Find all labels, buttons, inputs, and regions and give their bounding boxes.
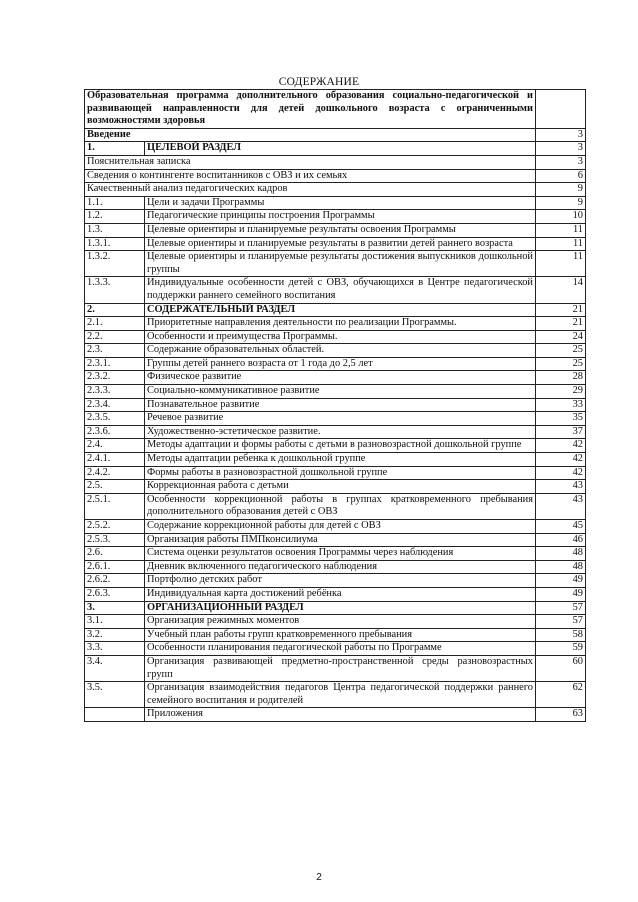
toc-row bbox=[85, 453, 586, 467]
toc-section-row bbox=[85, 303, 586, 317]
toc-row bbox=[85, 412, 586, 426]
toc-row bbox=[85, 183, 586, 197]
toc-row bbox=[85, 357, 586, 371]
toc-entry-title: Особенности планирования педагогической работы по Программе bbox=[145, 642, 536, 656]
toc-page-number: 60 bbox=[536, 655, 586, 681]
toc-entry-title: Художественно-эстетическое развитие. bbox=[145, 425, 536, 439]
toc-page-number: 58 bbox=[536, 628, 586, 642]
toc-entry-number: 2.3.3. bbox=[85, 385, 145, 399]
toc-entry-number: 1. bbox=[85, 142, 145, 156]
toc-page-number: 48 bbox=[536, 547, 586, 561]
toc-row bbox=[85, 533, 586, 547]
toc-entry-number: 3.3. bbox=[85, 642, 145, 656]
toc-row bbox=[85, 466, 586, 480]
toc-entry-title: Особенности коррекционной работы в группах кратковременного пребывания дополнительного образования детей с ОВЗ bbox=[145, 493, 536, 519]
toc-page-number: 28 bbox=[536, 371, 586, 385]
toc-page-number: 57 bbox=[536, 615, 586, 629]
toc-entry-number: 2.3.1. bbox=[85, 357, 145, 371]
toc-page-cell bbox=[536, 90, 586, 129]
toc-section-row bbox=[85, 142, 586, 156]
toc-page-number: 49 bbox=[536, 587, 586, 601]
toc-row bbox=[85, 628, 586, 642]
toc-entry-title: Методы адаптации и формы работы с детьми в разновозрастной дошкольной группе bbox=[145, 439, 536, 453]
toc-entry-number: 2.3.5. bbox=[85, 412, 145, 426]
toc-entry-title: ЦЕЛЕВОЙ РАЗДЕЛ bbox=[145, 142, 536, 156]
intro-row bbox=[85, 90, 586, 129]
toc-row bbox=[85, 251, 586, 277]
toc-page-number: 25 bbox=[536, 344, 586, 358]
toc-entry-title: ОРГАНИЗАЦИОННЫЙ РАЗДЕЛ bbox=[145, 601, 536, 615]
toc-entry-title: Целевые ориентиры и планируемые результаты достижения выпускников дошкольной группы bbox=[145, 251, 536, 277]
toc-entry-title: Организация взаимодействия педагогов Центра педагогической поддержки раннего семейного воспитания и родителей bbox=[145, 682, 536, 708]
toc-entry-title: Приложения bbox=[145, 708, 536, 722]
toc-entry-number: 1.3.3. bbox=[85, 277, 145, 303]
toc-entry-title: Коррекционная работа с детьми bbox=[145, 480, 536, 494]
toc-entry-number: 2.4. bbox=[85, 439, 145, 453]
toc-page-number: 14 bbox=[536, 277, 586, 303]
toc-entry-number: 2.5.2. bbox=[85, 520, 145, 534]
toc-entry-number: 2.3.6. bbox=[85, 425, 145, 439]
toc-entry-number: 2.6.2. bbox=[85, 574, 145, 588]
toc-entry-number: 2.5.3. bbox=[85, 533, 145, 547]
toc-page-number: 3 bbox=[536, 155, 586, 169]
toc-entry-number: 3.4. bbox=[85, 655, 145, 681]
toc-entry-title: Дневник включенного педагогического наблюдения bbox=[145, 560, 536, 574]
toc-row bbox=[85, 196, 586, 210]
toc-row bbox=[85, 385, 586, 399]
toc-row bbox=[85, 344, 586, 358]
toc-page-number: 10 bbox=[536, 210, 586, 224]
toc-row bbox=[85, 560, 586, 574]
toc-row bbox=[85, 655, 586, 681]
toc-page-number: 43 bbox=[536, 480, 586, 494]
toc-page-number: 63 bbox=[536, 708, 586, 722]
toc-row bbox=[85, 128, 586, 142]
toc-entry-title: Организация развивающей предметно-пространственной среды разновозрастных групп bbox=[145, 655, 536, 681]
toc-entry-number: 2.4.1. bbox=[85, 453, 145, 467]
toc-row bbox=[85, 398, 586, 412]
toc-page-number: 33 bbox=[536, 398, 586, 412]
toc-entry-number: 2.2. bbox=[85, 330, 145, 344]
toc-row bbox=[85, 169, 586, 183]
toc-row bbox=[85, 317, 586, 331]
toc-row bbox=[85, 547, 586, 561]
toc-entry-number: 3. bbox=[85, 601, 145, 615]
toc-page-number: 35 bbox=[536, 412, 586, 426]
toc-entry-number: 2.3. bbox=[85, 344, 145, 358]
toc-page-number: 25 bbox=[536, 357, 586, 371]
toc-page-number: 6 bbox=[536, 169, 586, 183]
toc-entry-title: Особенности и преимущества Программы. bbox=[145, 330, 536, 344]
toc-entry-title: Приоритетные направления деятельности по реализации Программы. bbox=[145, 317, 536, 331]
toc-page-number: 29 bbox=[536, 385, 586, 399]
toc-entry-number: 2.6.1. bbox=[85, 560, 145, 574]
toc-entry-number: 2.3.2. bbox=[85, 371, 145, 385]
toc-page-number: 45 bbox=[536, 520, 586, 534]
toc-page-number: 3 bbox=[536, 142, 586, 156]
toc-row bbox=[85, 493, 586, 519]
toc-page-number: 9 bbox=[536, 196, 586, 210]
toc-page-number: 57 bbox=[536, 601, 586, 615]
toc-entry-title: Целевые ориентиры и планируемые результаты освоения Программы bbox=[145, 223, 536, 237]
toc-row bbox=[85, 425, 586, 439]
toc-page-number: 42 bbox=[536, 453, 586, 467]
toc-row bbox=[85, 587, 586, 601]
toc-entry-title: Формы работы в разновозрастной дошкольной группе bbox=[145, 466, 536, 480]
toc-entry-number: 2.6. bbox=[85, 547, 145, 561]
toc-page-number: 42 bbox=[536, 439, 586, 453]
toc-page-number: 21 bbox=[536, 303, 586, 317]
toc-entry-number: 1.2. bbox=[85, 210, 145, 224]
toc-entry-number: 2.5.1. bbox=[85, 493, 145, 519]
toc-row bbox=[85, 223, 586, 237]
toc-row bbox=[85, 520, 586, 534]
toc-entry-title: Социально-коммуникативное развитие bbox=[145, 385, 536, 399]
toc-row bbox=[85, 708, 586, 722]
toc-entry-number bbox=[85, 708, 145, 722]
toc-row bbox=[85, 330, 586, 344]
toc-page-number: 9 bbox=[536, 183, 586, 197]
toc-page-number: 62 bbox=[536, 682, 586, 708]
toc-entry-title: Сведения о контингенте воспитанников с ОВЗ и их семьях bbox=[85, 169, 536, 183]
toc-entry-number: 1.3.1. bbox=[85, 237, 145, 251]
toc-page-number: 49 bbox=[536, 574, 586, 588]
toc-row bbox=[85, 210, 586, 224]
toc-entry-number: 1.3.2. bbox=[85, 251, 145, 277]
toc-row bbox=[85, 615, 586, 629]
toc-entry-title: Речевое развитие bbox=[145, 412, 536, 426]
toc-page-number: 11 bbox=[536, 223, 586, 237]
toc-entry-title: Качественный анализ педагогических кадров bbox=[85, 183, 536, 197]
toc-page-number: 21 bbox=[536, 317, 586, 331]
toc-entry-title: СОДЕРЖАТЕЛЬНЫЙ РАЗДЕЛ bbox=[145, 303, 536, 317]
toc-entry-title: Индивидуальная карта достижений ребёнка bbox=[145, 587, 536, 601]
toc-entry-title: Содержание образовательных областей. bbox=[145, 344, 536, 358]
toc-row bbox=[85, 642, 586, 656]
page-number: 2 bbox=[316, 872, 322, 883]
toc-row bbox=[85, 439, 586, 453]
toc-page-number: 11 bbox=[536, 251, 586, 277]
toc-page-number: 11 bbox=[536, 237, 586, 251]
toc-page-number: 43 bbox=[536, 493, 586, 519]
toc-row bbox=[85, 480, 586, 494]
toc-entry-title: Целевые ориентиры и планируемые результаты в развитии детей раннего возраста bbox=[145, 237, 536, 251]
toc-row bbox=[85, 277, 586, 303]
toc-entry-number: 2.5. bbox=[85, 480, 145, 494]
toc-entry-title: Организация режимных моментов bbox=[145, 615, 536, 629]
toc-entry-number: 1.1. bbox=[85, 196, 145, 210]
toc-entry-title: Организация работы ПМПконсилиума bbox=[145, 533, 536, 547]
toc-page-number: 42 bbox=[536, 466, 586, 480]
toc-section-row bbox=[85, 601, 586, 615]
toc-entry-number: 2.1. bbox=[85, 317, 145, 331]
toc-entry-number: 2.6.3. bbox=[85, 587, 145, 601]
toc-page-number: 46 bbox=[536, 533, 586, 547]
toc-entry-number: 1.3. bbox=[85, 223, 145, 237]
toc-entry-title: Физическое развитие bbox=[145, 371, 536, 385]
toc-entry-title: Познавательное развитие bbox=[145, 398, 536, 412]
toc-entry-title: Индивидуальные особенности детей с ОВЗ, обучающихся в Центре педагогической поддержки раннего семейного воспитания bbox=[145, 277, 536, 303]
toc-entry-title: Цели и задачи Программы bbox=[145, 196, 536, 210]
toc-entry-number: 2.4.2. bbox=[85, 466, 145, 480]
toc-page-number: 37 bbox=[536, 425, 586, 439]
toc-entry-number: 3.1. bbox=[85, 615, 145, 629]
table-of-contents bbox=[84, 89, 586, 722]
toc-entry-number: 2. bbox=[85, 303, 145, 317]
toc-row bbox=[85, 237, 586, 251]
toc-page-number: 3 bbox=[536, 128, 586, 142]
toc-page-number: 48 bbox=[536, 560, 586, 574]
program-title: Образовательная программа дополнительного образования социально-педагогической и развивающей направленности для детей дошкольного возраста с ограниченными возможностями здоровья bbox=[85, 90, 536, 129]
toc-row bbox=[85, 574, 586, 588]
toc-row bbox=[85, 155, 586, 169]
toc-entry-title: Пояснительная записка bbox=[85, 155, 536, 169]
toc-entry-title: Введение bbox=[85, 128, 536, 142]
toc-page-number: 24 bbox=[536, 330, 586, 344]
toc-entry-title: Педагогические принципы построения Программы bbox=[145, 210, 536, 224]
toc-entry-number: 2.3.4. bbox=[85, 398, 145, 412]
toc-entry-title: Учебный план работы групп кратковременного пребывания bbox=[145, 628, 536, 642]
toc-entry-number: 3.2. bbox=[85, 628, 145, 642]
toc-entry-number: 3.5. bbox=[85, 682, 145, 708]
document-title: СОДЕРЖАНИЕ bbox=[278, 76, 360, 88]
toc-entry-title: Содержание коррекционной работы для детей с ОВЗ bbox=[145, 520, 536, 534]
toc-entry-title: Портфолио детских работ bbox=[145, 574, 536, 588]
toc-entry-title: Методы адаптации ребенка к дошкольной группе bbox=[145, 453, 536, 467]
toc-row bbox=[85, 371, 586, 385]
toc-entry-title: Группы детей раннего возраста от 1 года до 2,5 лет bbox=[145, 357, 536, 371]
toc-page-number: 59 bbox=[536, 642, 586, 656]
toc-entry-title: Система оценки результатов освоения Программы через наблюдения bbox=[145, 547, 536, 561]
toc-row bbox=[85, 682, 586, 708]
